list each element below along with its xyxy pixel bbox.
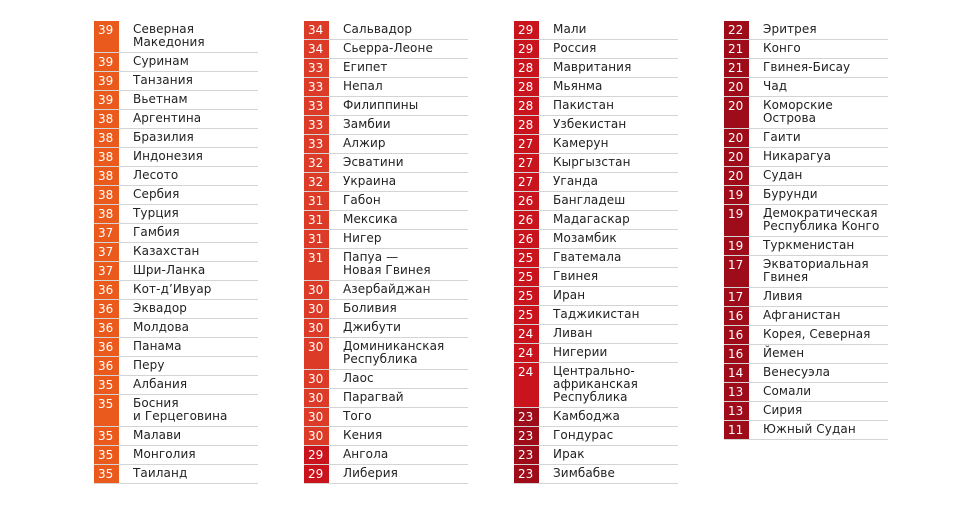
score-badge: 19: [724, 205, 749, 236]
score-badge: 11: [724, 421, 749, 439]
country-name: Кения: [343, 428, 383, 442]
score-badge: 13: [724, 383, 749, 401]
table-row: [304, 319, 468, 338]
country-name: Аргентина: [133, 111, 202, 125]
table-row: [514, 306, 678, 325]
score-badge: 17: [724, 288, 749, 306]
country-name: Доминиканская Республика: [343, 339, 445, 366]
ranking-column-4: [724, 21, 888, 440]
country-name: Камерун: [553, 136, 609, 150]
table-row: [304, 427, 468, 446]
table-row: [514, 97, 678, 116]
table-row: [724, 402, 888, 421]
table-row: [94, 186, 258, 205]
table-row: [724, 186, 888, 205]
country-name: Корея, Северная: [763, 327, 871, 341]
country-name: Алжир: [343, 136, 386, 150]
score-badge: 29: [514, 21, 539, 39]
table-row: [724, 129, 888, 148]
table-row: [514, 40, 678, 59]
table-row: [514, 116, 678, 135]
table-row: [304, 21, 468, 40]
country-name: Таджикистан: [553, 307, 640, 321]
score-badge: 36: [94, 338, 119, 356]
score-badge: 16: [724, 345, 749, 363]
country-name: Ирак: [553, 447, 585, 461]
score-badge: 25: [514, 306, 539, 324]
table-row: [514, 287, 678, 306]
score-badge: 38: [94, 167, 119, 185]
table-row: [304, 230, 468, 249]
score-badge: 31: [304, 192, 329, 210]
table-row: [724, 59, 888, 78]
country-name: Мавритания: [553, 60, 632, 74]
table-row: [94, 243, 258, 262]
score-badge: 20: [724, 129, 749, 147]
table-row: [514, 446, 678, 465]
table-row: [514, 173, 678, 192]
table-row: [304, 40, 468, 59]
table-row: [514, 154, 678, 173]
score-badge: 35: [94, 446, 119, 464]
table-row: [304, 97, 468, 116]
table-row: [94, 357, 258, 376]
score-badge: 27: [514, 154, 539, 172]
country-name: Филиппины: [343, 98, 419, 112]
country-name: Того: [343, 409, 372, 423]
score-badge: 21: [724, 40, 749, 58]
score-badge: 19: [724, 237, 749, 255]
score-badge: 23: [514, 408, 539, 426]
country-name: Демократическая Республика Конго: [763, 206, 880, 233]
country-name: Джибути: [343, 320, 401, 334]
score-badge: 38: [94, 205, 119, 223]
country-name: Босния и Герцеговина: [133, 396, 228, 423]
table-row: [94, 21, 258, 53]
table-row: [304, 408, 468, 427]
country-name: Коморские Острова: [763, 98, 833, 125]
score-badge: 25: [514, 287, 539, 305]
country-name: Туркменистан: [763, 238, 855, 252]
score-badge: 36: [94, 300, 119, 318]
score-badge: 29: [304, 465, 329, 483]
score-badge: 39: [94, 72, 119, 90]
table-row: [304, 300, 468, 319]
country-name: Турция: [133, 206, 179, 220]
table-row: [94, 262, 258, 281]
country-name: Эсватини: [343, 155, 404, 169]
score-badge: 30: [304, 300, 329, 318]
table-row: [304, 211, 468, 230]
country-name: Эквадор: [133, 301, 188, 315]
table-row: [304, 389, 468, 408]
table-row: [94, 72, 258, 91]
country-name: Кот-д’Ивуар: [133, 282, 212, 296]
score-badge: 39: [94, 53, 119, 71]
score-badge: 34: [304, 40, 329, 58]
score-badge: 14: [724, 364, 749, 382]
country-name: Сирия: [763, 403, 803, 417]
table-row: [304, 116, 468, 135]
table-row: [514, 59, 678, 78]
score-badge: 30: [304, 281, 329, 299]
table-row: [514, 192, 678, 211]
score-badge: 25: [514, 268, 539, 286]
score-badge: 28: [514, 59, 539, 77]
country-name: Россия: [553, 41, 597, 55]
country-name: Суринам: [133, 54, 189, 68]
country-name: Украина: [343, 174, 397, 188]
table-row: [514, 408, 678, 427]
score-badge: 24: [514, 344, 539, 362]
table-row: [94, 465, 258, 484]
score-badge: 30: [304, 408, 329, 426]
score-badge: 35: [94, 376, 119, 394]
country-name: Ливан: [553, 326, 593, 340]
country-name: Сальвадор: [343, 22, 413, 36]
score-badge: 37: [94, 262, 119, 280]
score-badge: 35: [94, 465, 119, 483]
table-row: [724, 40, 888, 59]
score-badge: 32: [304, 173, 329, 191]
table-row: [304, 59, 468, 78]
country-name: Судан: [763, 168, 803, 182]
country-name: Вьетнам: [133, 92, 188, 106]
table-row: [514, 325, 678, 344]
score-badge: 30: [304, 338, 329, 369]
score-badge: 20: [724, 97, 749, 128]
score-badge: 36: [94, 357, 119, 375]
score-badge: 38: [94, 148, 119, 166]
score-badge: 30: [304, 319, 329, 337]
country-name: Боливия: [343, 301, 397, 315]
country-name: Уганда: [553, 174, 599, 188]
country-name: Казахстан: [133, 244, 200, 258]
table-row: [724, 326, 888, 345]
country-name: Гвинея: [553, 269, 599, 283]
score-badge: 31: [304, 230, 329, 248]
score-badge: 21: [724, 59, 749, 77]
country-name: Южный Судан: [763, 422, 856, 436]
table-row: [514, 363, 678, 408]
score-badge: 28: [514, 116, 539, 134]
table-row: [94, 395, 258, 427]
score-badge: 16: [724, 307, 749, 325]
table-row: [724, 421, 888, 440]
table-row: [94, 205, 258, 224]
country-name: Ливия: [763, 289, 803, 303]
table-row: [724, 148, 888, 167]
table-row: [724, 256, 888, 288]
table-row: [514, 344, 678, 363]
score-badge: 37: [94, 224, 119, 242]
score-badge: 38: [94, 186, 119, 204]
country-name: Гвинея-Бисау: [763, 60, 851, 74]
country-name: Непал: [343, 79, 383, 93]
country-name: Конго: [763, 41, 801, 55]
table-row: [514, 427, 678, 446]
country-name: Гаити: [763, 130, 801, 144]
table-row: [304, 370, 468, 389]
score-badge: 33: [304, 78, 329, 96]
country-name: Никарагуа: [763, 149, 832, 163]
table-row: [304, 465, 468, 484]
score-badge: 24: [514, 325, 539, 343]
country-name: Габон: [343, 193, 381, 207]
table-row: [304, 135, 468, 154]
country-name: Йемен: [763, 346, 805, 360]
country-name: Лаос: [343, 371, 374, 385]
table-row: [304, 192, 468, 211]
score-badge: 35: [94, 395, 119, 426]
table-row: [724, 21, 888, 40]
score-badge: 17: [724, 256, 749, 287]
table-row: [724, 78, 888, 97]
table-row: [94, 319, 258, 338]
country-name: Парагвай: [343, 390, 404, 404]
score-badge: 31: [304, 249, 329, 280]
country-name: Центрально- африканская Республика: [553, 364, 638, 404]
score-badge: 38: [94, 110, 119, 128]
country-name: Сербия: [133, 187, 180, 201]
country-name: Афганистан: [763, 308, 841, 322]
country-name: Северная Македония: [133, 22, 205, 49]
table-row: [94, 376, 258, 395]
table-row: [514, 78, 678, 97]
country-name: Венесуэла: [763, 365, 831, 379]
country-name: Мозамбик: [553, 231, 617, 245]
score-badge: 20: [724, 167, 749, 185]
table-row: [724, 288, 888, 307]
country-name: Шри-Ланка: [133, 263, 206, 277]
country-name: Зимбабве: [553, 466, 615, 480]
score-badge: 36: [94, 319, 119, 337]
country-name: Азербайджан: [343, 282, 431, 296]
table-row: [724, 205, 888, 237]
table-row: [514, 268, 678, 287]
score-badge: 37: [94, 243, 119, 261]
score-badge: 39: [94, 21, 119, 52]
score-badge: 34: [304, 21, 329, 39]
score-badge: 35: [94, 427, 119, 445]
table-row: [514, 230, 678, 249]
country-name: Гамбия: [133, 225, 180, 239]
score-badge: 32: [304, 154, 329, 172]
score-badge: 13: [724, 402, 749, 420]
table-row: [304, 338, 468, 370]
score-badge: 33: [304, 97, 329, 115]
country-name: Кыргызстан: [553, 155, 631, 169]
country-name: Мали: [553, 22, 587, 36]
country-name: Эритрея: [763, 22, 817, 36]
table-row: [724, 167, 888, 186]
table-row: [724, 345, 888, 364]
score-badge: 26: [514, 211, 539, 229]
table-row: [724, 383, 888, 402]
score-badge: 23: [514, 427, 539, 445]
table-row: [514, 135, 678, 154]
table-row: [94, 446, 258, 465]
ranking-column-2: [304, 21, 468, 484]
score-badge: 28: [514, 78, 539, 96]
score-badge: 26: [514, 192, 539, 210]
country-name: Индонезия: [133, 149, 203, 163]
score-badge: 28: [514, 97, 539, 115]
score-badge: 30: [304, 370, 329, 388]
score-badge: 23: [514, 465, 539, 483]
score-badge: 23: [514, 446, 539, 464]
country-name: Гватемала: [553, 250, 622, 264]
score-badge: 22: [724, 21, 749, 39]
country-name: Перу: [133, 358, 165, 372]
country-name: Нигерии: [553, 345, 608, 359]
table-row: [304, 173, 468, 192]
table-row: [514, 465, 678, 484]
score-badge: 16: [724, 326, 749, 344]
country-name: Албания: [133, 377, 188, 391]
table-row: [94, 300, 258, 319]
table-row: [304, 154, 468, 173]
country-name: Таиланд: [133, 466, 188, 480]
country-name: Мексика: [343, 212, 398, 226]
score-badge: 33: [304, 59, 329, 77]
country-name: Египет: [343, 60, 388, 74]
table-row: [514, 21, 678, 40]
country-name: Панама: [133, 339, 182, 353]
country-name: Нигер: [343, 231, 382, 245]
table-row: [94, 427, 258, 446]
table-row: [94, 91, 258, 110]
score-badge: 19: [724, 186, 749, 204]
table-row: [304, 446, 468, 465]
table-row: [514, 249, 678, 268]
table-row: [724, 364, 888, 383]
country-name: Папуа — Новая Гвинея: [343, 250, 431, 277]
country-name: Бразилия: [133, 130, 194, 144]
score-badge: 30: [304, 389, 329, 407]
score-badge: 26: [514, 230, 539, 248]
country-name: Мьянма: [553, 79, 603, 93]
score-badge: 29: [514, 40, 539, 58]
country-name: Камбоджа: [553, 409, 620, 423]
table-row: [724, 97, 888, 129]
country-name: Замбии: [343, 117, 391, 131]
score-badge: 38: [94, 129, 119, 147]
score-badge: 31: [304, 211, 329, 229]
score-badge: 24: [514, 363, 539, 407]
table-row: [94, 167, 258, 186]
country-name: Монголия: [133, 447, 196, 461]
country-name: Иран: [553, 288, 586, 302]
score-badge: 25: [514, 249, 539, 267]
table-row: [724, 307, 888, 326]
table-row: [94, 110, 258, 129]
table-row: [304, 78, 468, 97]
score-badge: 29: [304, 446, 329, 464]
score-badge: 39: [94, 91, 119, 109]
country-name: Танзания: [133, 73, 193, 87]
country-name: Чад: [763, 79, 788, 93]
country-name: Либерия: [343, 466, 398, 480]
ranking-column-1: [94, 21, 258, 484]
table-row: [94, 53, 258, 72]
table-row: [304, 281, 468, 300]
country-name: Экваториальная Гвинея: [763, 257, 869, 284]
country-name: Ангола: [343, 447, 389, 461]
table-row: [94, 224, 258, 243]
country-name: Малави: [133, 428, 182, 442]
ranking-column-3: [514, 21, 678, 484]
score-badge: 20: [724, 148, 749, 166]
country-name: Узбекистан: [553, 117, 627, 131]
country-name: Сьерра-Леоне: [343, 41, 433, 55]
table-row: [94, 338, 258, 357]
table-row: [94, 281, 258, 300]
table-row: [724, 237, 888, 256]
score-badge: 27: [514, 135, 539, 153]
country-name: Пакистан: [553, 98, 615, 112]
country-name: Молдова: [133, 320, 190, 334]
country-name: Лесото: [133, 168, 179, 182]
country-name: Мадагаскар: [553, 212, 630, 226]
country-name: Гондурас: [553, 428, 614, 442]
table-row: [94, 148, 258, 167]
score-badge: 20: [724, 78, 749, 96]
country-name: Бангладеш: [553, 193, 626, 207]
score-badge: 33: [304, 135, 329, 153]
score-badge: 27: [514, 173, 539, 191]
country-name: Сомали: [763, 384, 812, 398]
table-row: [514, 211, 678, 230]
score-badge: 36: [94, 281, 119, 299]
table-row: [304, 249, 468, 281]
table-row: [94, 129, 258, 148]
score-badge: 33: [304, 116, 329, 134]
score-badge: 30: [304, 427, 329, 445]
country-name: Бурунди: [763, 187, 818, 201]
